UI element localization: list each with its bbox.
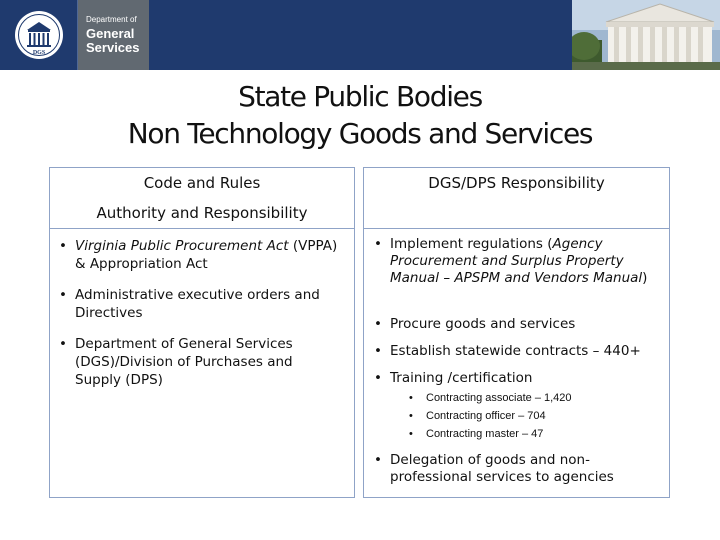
right-heading: DGS/DPS Responsibility — [428, 174, 605, 192]
left-item-vppa — [59, 237, 340, 273]
dept-name-line2: Services — [86, 40, 140, 55]
sub-item-officer — [409, 407, 546, 425]
right-item-procure — [374, 315, 660, 333]
left-item-dgs-dps — [59, 335, 330, 389]
right-item-regulations-pre: Implement regulations ( — [390, 236, 553, 252]
bullet-icon: • — [374, 236, 382, 252]
bullet-icon: • — [59, 336, 67, 352]
bullet-icon: • — [374, 452, 382, 468]
bullet-icon: • — [409, 410, 413, 422]
dept-prefix: Department of — [86, 15, 137, 24]
left-item-executive-orders-text: Administrative executive orders and Directives — [75, 287, 320, 321]
right-heading-rule — [363, 228, 670, 229]
bullet-icon: • — [374, 343, 382, 359]
right-item-contracts — [374, 342, 665, 360]
sub-item-master — [409, 425, 544, 443]
right-item-regulations-post: ) — [642, 270, 648, 286]
sub-item-master-text: Contracting master – 47 — [426, 428, 544, 440]
title-line1: State Public Bodies — [238, 80, 482, 113]
right-item-regulations — [374, 236, 660, 287]
left-heading-line1: Code and Rules — [143, 174, 261, 192]
left-item-executive-orders — [59, 286, 347, 322]
bullet-icon: • — [59, 238, 67, 254]
left-item-vppa-rest: (VPPA) & Appropriation Act — [75, 238, 338, 272]
right-item-regulations-italic: Agency Procurement and Surplus Property Manual – APSPM and Vendors Manual — [390, 236, 643, 286]
left-heading-rule — [49, 228, 355, 229]
right-item-training-text: Training /certification — [390, 370, 533, 386]
left-heading-line2: Authority and Responsibility — [96, 204, 308, 222]
header-banner — [0, 0, 720, 70]
right-item-training — [374, 369, 660, 387]
dgs-seal-logo — [14, 10, 64, 60]
svg-text:DGS: DGS — [32, 50, 46, 56]
right-item-delegation-text: Delegation of goods and non-professional services to agencies — [390, 452, 614, 485]
bullet-icon: • — [374, 316, 382, 332]
bullet-icon: • — [374, 370, 382, 386]
bullet-icon: • — [59, 287, 67, 303]
dept-name — [86, 27, 150, 55]
left-item-dgs-dps-text: Department of General Services (DGS)/Division of Purchases and Supply (DPS) — [75, 336, 293, 388]
bullet-icon: • — [409, 428, 413, 440]
capitol-building-photo — [572, 0, 720, 70]
sub-item-associate-text: Contracting associate – 1,420 — [426, 392, 572, 404]
title-line2: Non Technology Goods and Services — [127, 117, 593, 150]
right-item-contracts-text: Establish statewide contracts – 440+ — [390, 343, 641, 359]
left-item-vppa-italic: Virginia Public Procurement Act — [75, 238, 289, 254]
page-title — [0, 78, 720, 152]
dept-name-line1: General — [86, 26, 135, 41]
sub-item-officer-text: Contracting officer – 704 — [426, 410, 546, 422]
right-item-procure-text: Procure goods and services — [390, 316, 576, 332]
right-item-delegation — [374, 452, 652, 486]
bullet-icon: • — [409, 392, 413, 404]
sub-item-associate — [409, 389, 572, 407]
